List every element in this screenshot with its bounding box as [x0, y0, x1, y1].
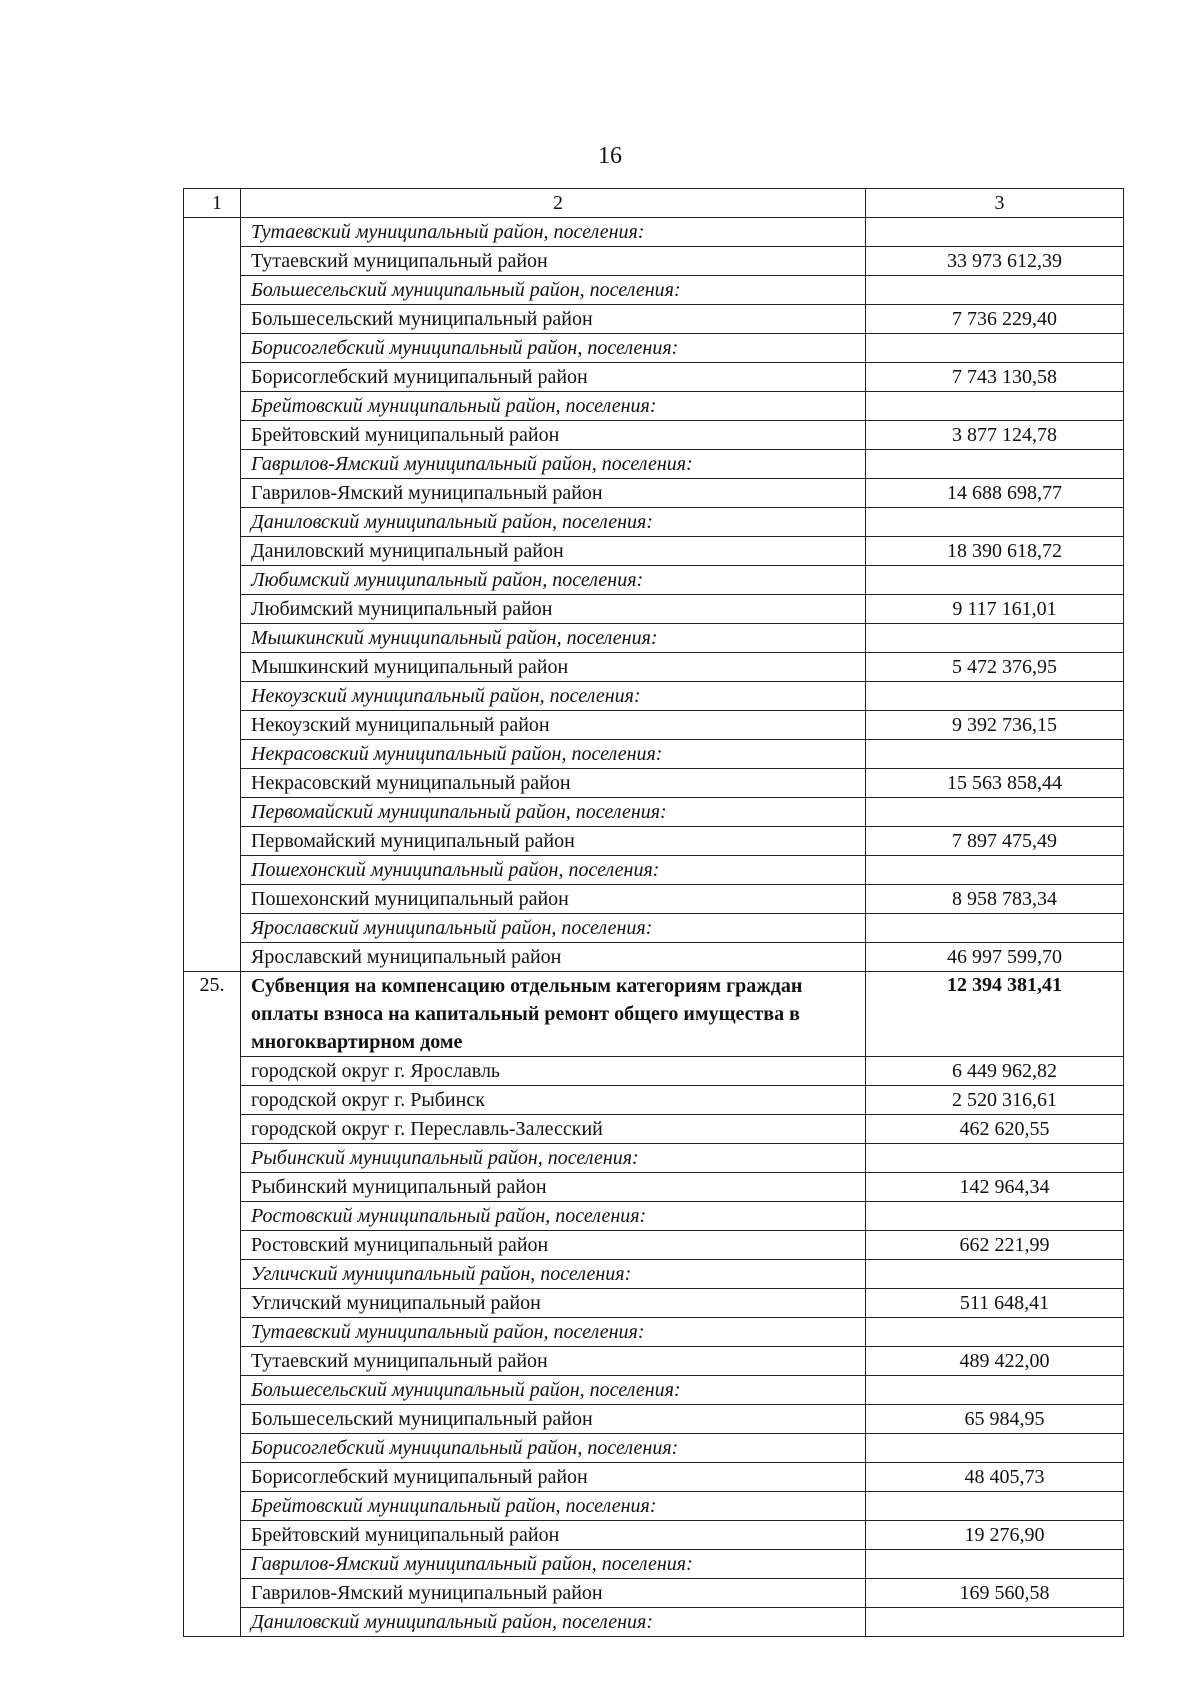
subheader-label: Даниловский муниципальный район, поселения: [241, 508, 866, 537]
amount-cell: 142 964,34 [866, 1173, 1124, 1202]
header-row [184, 189, 1124, 218]
amount-cell: 9 117 161,01 [866, 595, 1124, 624]
amount-cell [866, 1144, 1124, 1173]
amount-cell [866, 682, 1124, 711]
amount-cell: 7 736 229,40 [866, 305, 1124, 334]
subheader-label: Рыбинский муниципальный район, поселения: [241, 1144, 866, 1173]
subheader-label: Некоузский муниципальный район, поселения: [241, 682, 866, 711]
subheader-row [184, 566, 1124, 595]
municipality-name: Борисоглебский муниципальный район [241, 1463, 866, 1492]
amount-cell: 19 276,90 [866, 1521, 1124, 1550]
table-row [184, 885, 1124, 914]
page-number: 16 [598, 143, 622, 169]
subheader-label: Борисоглебский муниципальный район, поселения: [241, 1434, 866, 1463]
amount-cell: 3 877 124,78 [866, 421, 1124, 450]
subheader-row [184, 1144, 1124, 1173]
amount-cell: 169 560,58 [866, 1579, 1124, 1608]
amount-cell: 14 688 698,77 [866, 479, 1124, 508]
table-row [184, 363, 1124, 392]
amount-cell [866, 1608, 1124, 1637]
subheader-label: Борисоглебский муниципальный район, поселения: [241, 334, 866, 363]
subheader-row [184, 1550, 1124, 1579]
table-row [184, 1463, 1124, 1492]
amount-cell: 5 472 376,95 [866, 653, 1124, 682]
subheader-label: Брейтовский муниципальный район, поселения: [241, 1492, 866, 1521]
table-row [184, 421, 1124, 450]
subheader-row [184, 914, 1124, 943]
subheader-row [184, 682, 1124, 711]
table-row [184, 305, 1124, 334]
municipality-name: городской округ г. Ярославль [241, 1057, 866, 1086]
subheader-label: Брейтовский муниципальный район, поселения: [241, 392, 866, 421]
amount-cell [866, 392, 1124, 421]
municipality-name: Рыбинский муниципальный район [241, 1173, 866, 1202]
section-number: 25. [184, 972, 241, 1637]
subheader-label: Большесельский муниципальный район, поселения: [241, 1376, 866, 1405]
subheader-row [184, 624, 1124, 653]
subheader-label: Мышкинский муниципальный район, поселения: [241, 624, 866, 653]
table-row [184, 1521, 1124, 1550]
subheader-row [184, 798, 1124, 827]
subheader-row [184, 740, 1124, 769]
subheader-label: Первомайский муниципальный район, поселения: [241, 798, 866, 827]
table-row [184, 1057, 1124, 1086]
municipality-name: Гаврилов-Ямский муниципальный район [241, 479, 866, 508]
table-row [184, 247, 1124, 276]
table-row [184, 1086, 1124, 1115]
municipality-name: Пошехонский муниципальный район [241, 885, 866, 914]
amount-cell [866, 740, 1124, 769]
subheader-row [184, 856, 1124, 885]
section-title: Субвенция на компенсацию отдельным категориям граждан оплаты взноса на капитальный ремонт общего имущества в многоквартирном доме [241, 972, 866, 1057]
amount-cell [866, 1260, 1124, 1289]
table-row [184, 827, 1124, 856]
table-row [184, 537, 1124, 566]
amount-cell [866, 508, 1124, 537]
amount-cell: 65 984,95 [866, 1405, 1124, 1434]
subheader-label: Любимский муниципальный район, поселения: [241, 566, 866, 595]
table-row [184, 1579, 1124, 1608]
municipality-name: Брейтовский муниципальный район [241, 1521, 866, 1550]
table-row [184, 1115, 1124, 1144]
header-col-1: 1 [184, 189, 241, 218]
subheader-row [184, 276, 1124, 305]
table-row [184, 1347, 1124, 1376]
municipality-name: Борисоглебский муниципальный район [241, 363, 866, 392]
municipality-name: Большесельский муниципальный район [241, 1405, 866, 1434]
municipality-name: Тутаевский муниципальный район [241, 247, 866, 276]
municipality-name: городской округ г. Рыбинск [241, 1086, 866, 1115]
municipality-name: Гаврилов-Ямский муниципальный район [241, 1579, 866, 1608]
amount-cell [866, 566, 1124, 595]
subheader-row [184, 1608, 1124, 1637]
subheader-row [184, 1260, 1124, 1289]
subheader-row [184, 1376, 1124, 1405]
amount-cell [866, 1492, 1124, 1521]
subheader-row [184, 1318, 1124, 1347]
amount-cell [866, 1202, 1124, 1231]
subheader-row [184, 1492, 1124, 1521]
amount-cell [866, 1434, 1124, 1463]
amount-cell [866, 1550, 1124, 1579]
municipality-name: Большесельский муниципальный район [241, 305, 866, 334]
section-title-row [184, 972, 1124, 1057]
amount-cell [866, 1376, 1124, 1405]
subheader-label: Гаврилов-Ямский муниципальный район, поселения: [241, 450, 866, 479]
amount-cell [866, 218, 1124, 247]
table-row [184, 1173, 1124, 1202]
table-row [184, 769, 1124, 798]
table-row [184, 653, 1124, 682]
amount-cell [866, 450, 1124, 479]
municipality-name: Любимский муниципальный район [241, 595, 866, 624]
subheader-row [184, 450, 1124, 479]
amount-cell: 2 520 316,61 [866, 1086, 1124, 1115]
subheader-label: Гаврилов-Ямский муниципальный район, поселения: [241, 1550, 866, 1579]
table-row [184, 1405, 1124, 1434]
header-col-3: 3 [866, 189, 1124, 218]
amount-cell [866, 914, 1124, 943]
table-row [184, 1231, 1124, 1260]
municipality-name: Некрасовский муниципальный район [241, 769, 866, 798]
amount-cell: 48 405,73 [866, 1463, 1124, 1492]
table-row [184, 595, 1124, 624]
subheader-row [184, 392, 1124, 421]
amount-cell [866, 624, 1124, 653]
amount-cell: 18 390 618,72 [866, 537, 1124, 566]
amount-cell: 15 563 858,44 [866, 769, 1124, 798]
subheader-label: Большесельский муниципальный район, поселения: [241, 276, 866, 305]
amount-cell: 9 392 736,15 [866, 711, 1124, 740]
municipality-name: Ярославский муниципальный район [241, 943, 866, 972]
amount-cell [866, 856, 1124, 885]
section-total: 12 394 381,41 [866, 972, 1124, 1057]
subheader-label: Пошехонский муниципальный район, поселения: [241, 856, 866, 885]
amount-cell: 511 648,41 [866, 1289, 1124, 1318]
subheader-label: Угличский муниципальный район, поселения: [241, 1260, 866, 1289]
subheader-row [184, 218, 1124, 247]
subheader-row [184, 1434, 1124, 1463]
subheader-label: Даниловский муниципальный район, поселения: [241, 1608, 866, 1637]
row-number-cell [184, 218, 241, 972]
subheader-row [184, 334, 1124, 363]
amount-cell: 6 449 962,82 [866, 1057, 1124, 1086]
table-row [184, 943, 1124, 972]
municipality-name: Ростовский муниципальный район [241, 1231, 866, 1260]
amount-cell: 8 958 783,34 [866, 885, 1124, 914]
subheader-row [184, 508, 1124, 537]
table-row [184, 711, 1124, 740]
municipality-name: Некоузский муниципальный район [241, 711, 866, 740]
amount-cell [866, 334, 1124, 363]
municipality-name: Даниловский муниципальный район [241, 537, 866, 566]
amount-cell [866, 1318, 1124, 1347]
subheader-label: Тутаевский муниципальный район, поселения: [241, 218, 866, 247]
municipality-name: Мышкинский муниципальный район [241, 653, 866, 682]
amount-cell: 662 221,99 [866, 1231, 1124, 1260]
municipality-name: городской округ г. Переславль-Залесский [241, 1115, 866, 1144]
amount-cell: 7 897 475,49 [866, 827, 1124, 856]
amount-cell [866, 798, 1124, 827]
amount-cell: 462 620,55 [866, 1115, 1124, 1144]
municipality-name: Брейтовский муниципальный район [241, 421, 866, 450]
amount-cell: 7 743 130,58 [866, 363, 1124, 392]
amount-cell [866, 276, 1124, 305]
amount-cell: 46 997 599,70 [866, 943, 1124, 972]
header-col-2: 2 [241, 189, 866, 218]
subheader-label: Тутаевский муниципальный район, поселения: [241, 1318, 866, 1347]
subheader-label: Ростовский муниципальный район, поселения: [241, 1202, 866, 1231]
subheader-row [184, 1202, 1124, 1231]
amount-cell: 489 422,00 [866, 1347, 1124, 1376]
table-row [184, 479, 1124, 508]
table-row [184, 1289, 1124, 1318]
budget-table [183, 188, 1124, 1637]
municipality-name: Первомайский муниципальный район [241, 827, 866, 856]
municipality-name: Тутаевский муниципальный район [241, 1347, 866, 1376]
subheader-label: Ярославский муниципальный район, поселения: [241, 914, 866, 943]
amount-cell: 33 973 612,39 [866, 247, 1124, 276]
municipality-name: Угличский муниципальный район [241, 1289, 866, 1318]
subheader-label: Некрасовский муниципальный район, поселения: [241, 740, 866, 769]
